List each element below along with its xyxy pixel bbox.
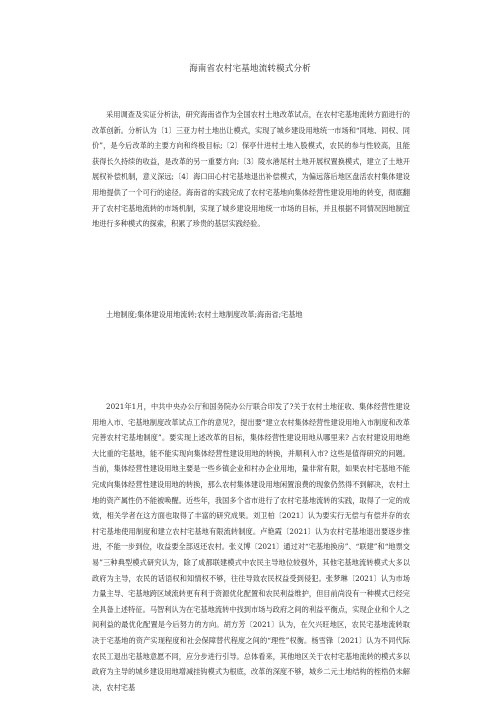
abstract-paragraph: 采用调查及实证分析法，研究海南省作为全国农村土地改革试点，在农村宅基地流转方面进行的改革创新。分析认为〔1〕三亚力村土地出让模式，实现了城乡建设用地统一市场和“同地、同权、同价”，是今后改革的主要方向和终极目标;〔2〕保亭什进村土地入股模式，农民的参与性较高，且能获得长久持续的收益，是改革的另一重要方向;〔3〕陵水港尾村土地开展权置换模式，建立了土地开展权补偿机制，意义深远;〔4〕海口田心村宅基地退出补偿模式，为偏远落后地区盘活农村集体建设用地提供了一个可行的途径。海南省的实践完成了农村宅基地向集体经营性建设用地的转变，彻底翻开了农村宅基地流转的市场机制，实现了城乡建设用地统一市场的目标，并且根据不同情况因地制宜地进行多种模式的探索，积累了珍贵的基层实践经验。 [92, 110, 410, 229]
body-paragraph: 2021年1月，中共中央办公厅和国务院办公厅联合印发了?关于农村土地征收、集体经营性建设用地入市、宅基地制度改革试点工作的意见?，提出要“建立农村集体经营性建设用地入市制度和改革完善农村宅基地制度”。要实现上述改革的目标，集体经营性建设用地从哪里来? 占农村建设用地绝大比重的宅基地，能不能实现向集体经营性建设用地的转换，并顺利入市? 这些是值得研究的问题。当前，集体经营性建设用地主要是一些乡镇企业和村办企业用地，量非常有限，如果农村宅基地不能完成向集体经营性建设用地的转换，那么农村集体建设用地闲置浪费的现象仍然得不到解决，农村土地的资产属性仍不能被唤醒。近些年，我国多个省市进行了农村宅基地流转的实践，取得了一定的成效，相关学者在这方面也取得了丰富的研究成果。刘卫柏〔2021〕认为要实行无偿与有偿并存的农村宅基地使用制度和建立农村宅基地有限流转制度。卢艳霞〔2021〕认为农村宅基地退出要逐步推进，不能一步到位，收益要全部返还农村。张义博〔2021〕通过对“宅基地换房”、“联建”和“地票交易”三种典型模式研究认为，除了成都联建模式中农民主导地位较强外，其他宅基地流转模式大多以政府为主导，农民的话语权和知情权不够，往往导致农民权益受到侵犯。张梦琳〔2021〕认为市场力量主导、宅基地跨区域流转更有利于资源优化配置和农民利益维护，但目前尚没有一种模式已经完全具备上述特征。马智利认为在宅基地流转中找到市场与政府之间的利益平衡点，实现企业和个人之间利益的最优化配置是今后努力的方向。胡方芳〔2021〕认为，在欠兴旺地区，农民宅基地流转取决于宅基地的资产实现程度和社会保障替代程度之间的“理性”权衡。杨雪锋〔2021〕认为不同代际农民工退出宅基地意愿不同，应分步进行引导。总体看来，其他地区关于农村宅基地流转的模式多以政府为主导的城乡建设用地增减挂钩模式为根底，改革的深度不够，城乡二元土地结构的桎梏仍未解决，农村宅基 [92, 402, 410, 692]
document-title: 海南省农村宅基地流转模式分析 [189, 64, 311, 74]
keywords-line: 土地制度;集体建设用地流转;农村土地制度改革;海南省;宅基地 [106, 310, 303, 319]
